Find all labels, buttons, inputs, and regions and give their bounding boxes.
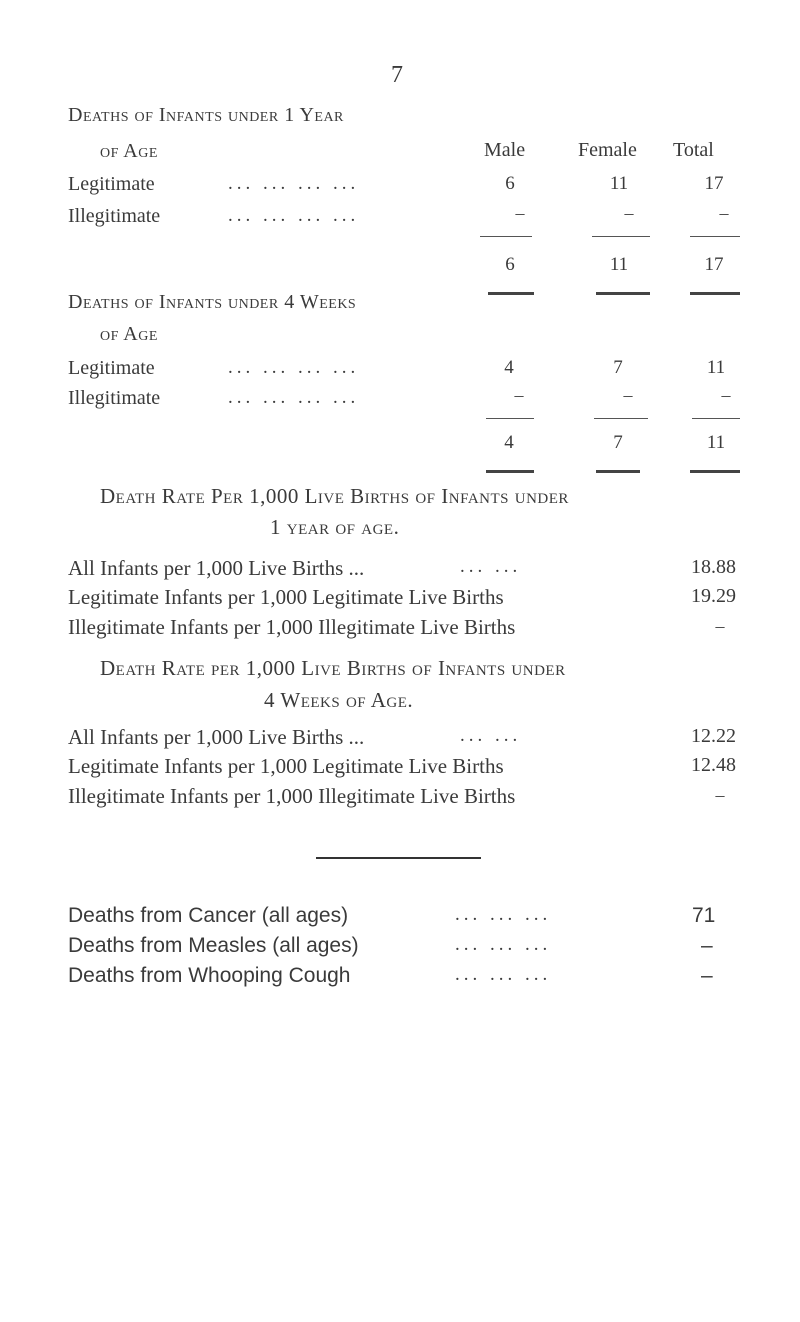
rate1-row-label: Illegitimate Infants per 1,000 Illegitimate Live Births (68, 615, 516, 639)
s2-total-rule-total (690, 470, 740, 473)
s2-total-total: 11 (706, 432, 726, 453)
s2-row-female: – (623, 385, 633, 405)
s1-total-female: 11 (609, 254, 629, 275)
rate2-title-line1: Death Rate per 1,000 Live Births of Infants under (100, 656, 566, 680)
rate2-title-line2: 4 Weeks of Age. (264, 688, 414, 712)
section1-title-line2: of Age (100, 140, 158, 162)
s2-subtotal-rule-male (486, 418, 534, 419)
s1-row-male: – (515, 203, 525, 223)
rate1-title-line1: Death Rate Per 1,000 Live Births of Infants under (100, 484, 569, 508)
s1-row-total: 17 (704, 173, 724, 194)
s2-row-label: Legitimate (68, 357, 155, 379)
other-deaths-dots: ... ... ... (455, 934, 552, 955)
s2-row-dots: ... ... ... ... (228, 387, 360, 408)
s1-subtotal-rule-male (480, 236, 532, 237)
s2-row-total: – (721, 385, 731, 405)
section2-title-line2: of Age (100, 323, 158, 345)
col-total-header: Total (673, 139, 714, 161)
section1-title-line1: Deaths of Infants under 1 Year (68, 104, 344, 126)
s1-row-female: 11 (609, 173, 629, 194)
s1-row-male: 6 (505, 173, 515, 194)
rate1-row-value: 19.29 (691, 585, 736, 607)
s1-row-total: – (719, 203, 729, 223)
s1-total-male: 6 (505, 254, 515, 275)
s2-total-rule-female (596, 470, 640, 473)
rate2-row-value: 12.48 (691, 754, 736, 776)
section-separator (316, 857, 481, 859)
s2-subtotal-rule-female (594, 418, 648, 419)
rate1-row-label: Legitimate Infants per 1,000 Legitimate Live Births (68, 585, 504, 609)
s2-row-male: – (514, 385, 524, 405)
s1-row-label: Illegitimate (68, 205, 161, 227)
other-deaths-label: Deaths from Cancer (all ages) (68, 904, 349, 927)
rate1-row-value: 18.88 (691, 556, 736, 578)
s1-total-total: 17 (704, 254, 724, 275)
s2-total-rule-male (486, 470, 534, 473)
s1-row-label: Legitimate (68, 173, 155, 195)
rate2-row-value: – (715, 785, 725, 805)
s2-total-female: 7 (613, 432, 623, 453)
s2-total-male: 4 (504, 432, 514, 453)
col-male-header: Male (484, 139, 526, 161)
section2-title-line1: Deaths of Infants under 4 Weeks (68, 291, 357, 313)
col-female-header: Female (578, 139, 637, 161)
s1-total-rule-male (488, 292, 534, 295)
s2-row-male: 4 (504, 357, 514, 378)
s2-row-dots: ... ... ... ... (228, 357, 360, 378)
other-deaths-label: Deaths from Whooping Cough (68, 964, 351, 987)
other-deaths-value: 71 (692, 904, 716, 927)
s1-row-dots: ... ... ... ... (228, 173, 360, 194)
other-deaths-value: – (701, 934, 713, 957)
other-deaths-dots: ... ... ... (455, 904, 552, 925)
s2-subtotal-rule-total (692, 418, 740, 419)
other-deaths-value: – (701, 964, 713, 987)
rate1-title-line2: 1 year of age. (270, 515, 400, 539)
rate2-row-value: 12.22 (691, 725, 736, 747)
rate2-row-label: All Infants per 1,000 Live Births ... (68, 725, 365, 749)
s2-row-label: Illegitimate (68, 387, 161, 409)
s1-total-rule-female (596, 292, 650, 295)
rate1-row-value: – (715, 616, 725, 636)
rate1-row-dots: ... ... (460, 556, 522, 577)
other-deaths-label: Deaths from Measles (all ages) (68, 934, 359, 957)
s1-total-rule-total (690, 292, 740, 295)
page-number: 7 (391, 62, 403, 88)
rate2-row-label: Legitimate Infants per 1,000 Legitimate Live Births (68, 754, 504, 778)
s2-row-total: 11 (706, 357, 726, 378)
s2-row-female: 7 (613, 357, 623, 378)
rate2-row-dots: ... ... (460, 725, 522, 746)
s1-subtotal-rule-female (592, 236, 650, 237)
s1-subtotal-rule-total (690, 236, 740, 237)
s1-row-dots: ... ... ... ... (228, 205, 360, 226)
rate1-row-label: All Infants per 1,000 Live Births ... (68, 556, 365, 580)
other-deaths-dots: ... ... ... (455, 964, 552, 985)
rate2-row-label: Illegitimate Infants per 1,000 Illegitimate Live Births (68, 784, 516, 808)
s1-row-female: – (624, 203, 634, 223)
